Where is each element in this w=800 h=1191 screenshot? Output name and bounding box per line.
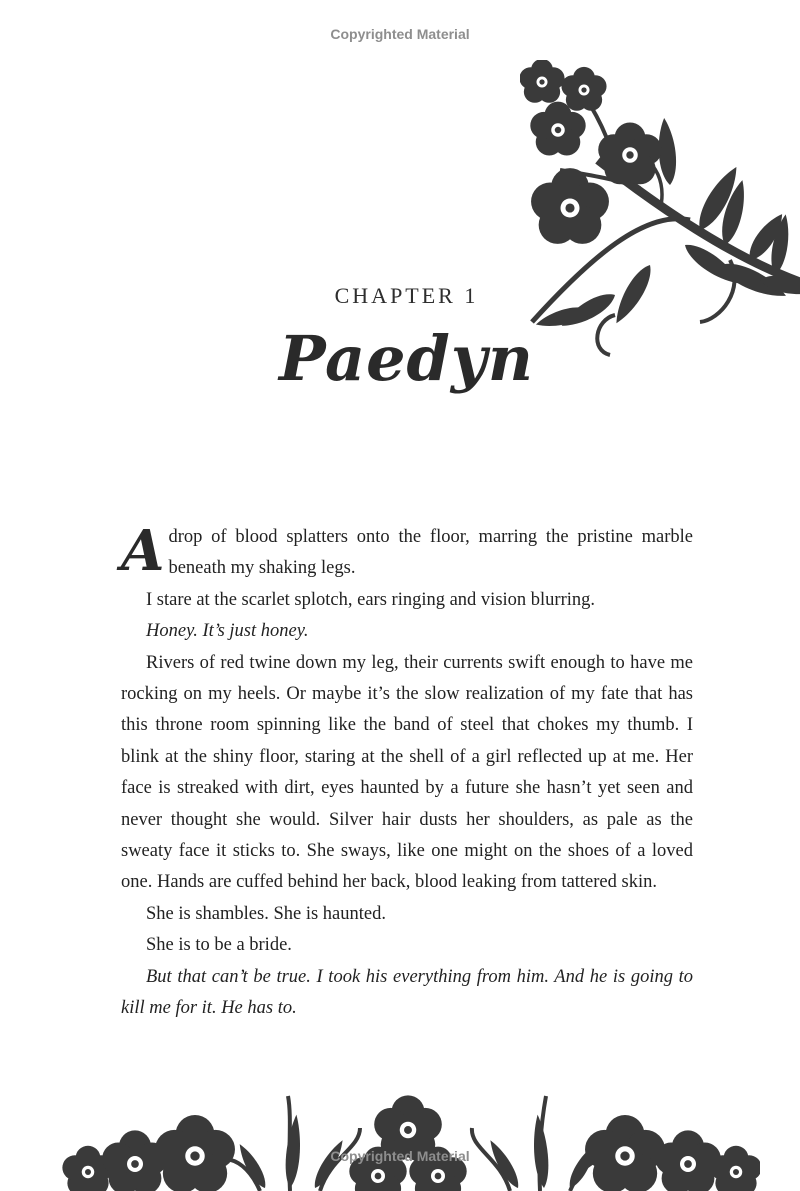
- chapter-title: Paedyn: [278, 322, 535, 395]
- paragraph-4: Rivers of red twine down my leg, their currents swift enough to have me rocking on my heels. Or maybe it’s the slow realization of my fate that has this throne room spinning like the band of steel that chokes my thumb. I blink at the shiny floor, staring at the shell of a girl reflected up at me. Her face is streaked with dirt, eyes haunted by a future she hasn’t yet seen and never thought she would. Silver hair dusts her shoulders, as pale as the sweaty face it sticks to. She sways, like one might on the shoes of a loved one. Hands are cuffed behind her back, blood leaking from tattered skin.: [121, 652, 693, 893]
- paragraph-2: I stare at the scarlet splotch, ears ringing and vision blurring.: [146, 589, 596, 610]
- copyright-header: Copyrighted Material: [330, 26, 470, 42]
- paragraph-1: [121, 518, 693, 585]
- chapter-body: [121, 518, 693, 1025]
- chapter-number: CHAPTER 1: [334, 283, 479, 308]
- paragraph-7: But that can’t be true. I took his everything from him. And he is going to kill me for it. He has to.: [121, 966, 693, 1019]
- paragraph-1-text: drop of blood splatters onto the floor, marring the pristine marble beneath my shaking legs.: [168, 527, 693, 579]
- drop-cap: A: [121, 518, 165, 584]
- paragraph-5: She is shambles. She is haunted.: [146, 903, 386, 924]
- forget-me-not-border-icon: [60, 1088, 760, 1191]
- copyright-footer: Copyrighted Material: [330, 1148, 470, 1164]
- paragraph-3: Honey. It’s just honey.: [146, 621, 309, 642]
- paragraph-6: She is to be a bride.: [146, 935, 292, 956]
